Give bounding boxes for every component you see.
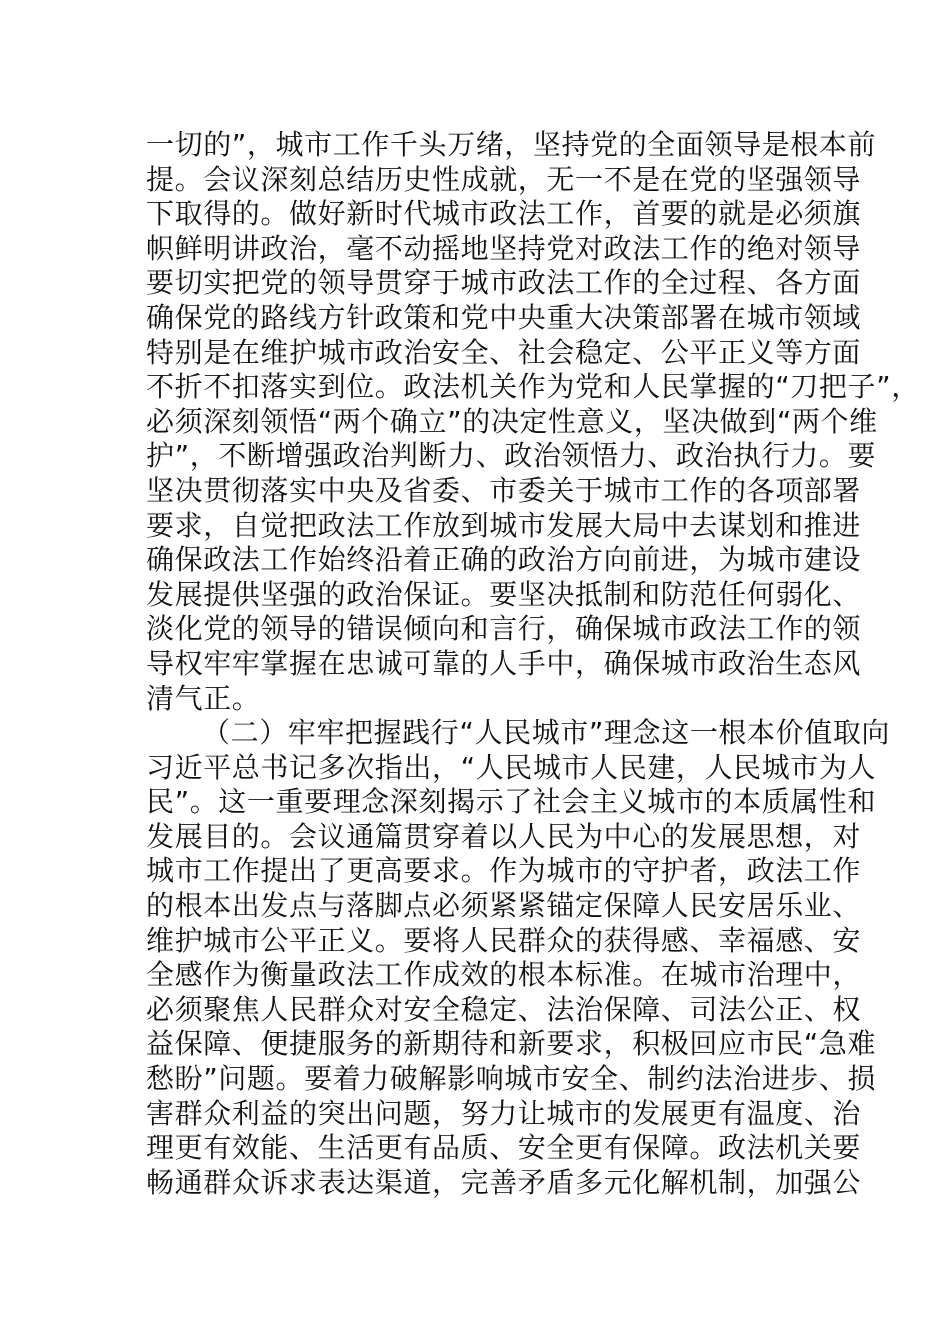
text-line: 畅通群众诉求表达渠道，完善矛盾多元化解机制，加强公 (146, 1165, 862, 1199)
text-line: 确保政法工作始终沿着正确的政治方向前进，为城市建设 (146, 543, 862, 577)
text-line: 要切实把党的领导贯穿于城市政法工作的全过程、各方面 (146, 266, 862, 300)
body-text (146, 128, 920, 1200)
text-line: 益保障、便捷服务的新期待和新要求，积极回应市民“急难 (146, 1027, 877, 1061)
text-line: 一切的”，城市工作千头万绪，坚持党的全面领导是根本前 (146, 128, 877, 161)
text-line: 提。会议深刻总结历史性成就，无一不是在党的坚强领导 (146, 162, 862, 196)
text-line: 发展提供坚强的政治保证。要坚决抵制和防范任何弱化、 (146, 577, 862, 611)
text-line: 的根本出发点与落脚点必须紧紧锚定保障人民安居乐业、 (146, 889, 862, 923)
text-line: 护”，不断增强政治判断力、政治领悟力、政治执行力。要 (146, 439, 877, 473)
text-line: 愁盼”问题。要着力破解影响城市安全、制约法治进步、损 (146, 1062, 877, 1096)
text-line: 不折不扣落实到位。政法机关作为党和人民掌握的“刀把子”， (146, 370, 920, 404)
text-line: 帜鲜明讲政治，毫不动摇地坚持党对政法工作的绝对领导 (146, 231, 862, 265)
text-line: 发展目的。会议通篇贯穿着以人民为中心的发展思想，对 (146, 819, 862, 853)
text-line: 城市工作提出了更高要求。作为城市的守护者，政法工作 (146, 854, 862, 888)
text-line: 必须聚焦人民群众对安全稳定、法治保障、司法公正、权 (146, 992, 862, 1026)
text-line: 清气正。 (146, 681, 261, 715)
section-heading: （二）牢牢把握践行“人民城市”理念这一根本价值取向 (202, 716, 891, 750)
text-line: 特别是在维护城市政治安全、社会稳定、公平正义等方面 (146, 335, 862, 369)
text-line: 害群众利益的突出问题，努力让城市的发展更有温度、治 (146, 1096, 862, 1130)
text-line: 习近平总书记多次指出，“人民城市人民建，人民城市为人 (146, 750, 877, 784)
text-line: 下取得的。做好新时代城市政法工作，首要的就是必须旗 (146, 197, 862, 231)
text-line: 坚决贯彻落实中央及省委、市委关于城市工作的各项部署 (146, 473, 862, 507)
text-line: 确保党的路线方针政策和党中央重大决策部署在城市领域 (146, 300, 862, 334)
text-line: 要求，自觉把政法工作放到城市发展大局中去谋划和推进 (146, 508, 862, 542)
text-line: 理更有效能、生活更有品质、安全更有保障。政法机关要 (146, 1131, 862, 1165)
text-line: 必须深刻领悟“两个确立”的决定性意义，坚决做到“两个维 (146, 404, 878, 438)
text-line: 全感作为衡量政法工作成效的根本标准。在城市治理中， (146, 958, 862, 992)
text-line: 导权牢牢掌握在忠诚可靠的人手中，确保城市政治生态风 (146, 646, 862, 680)
text-line: 维护城市公平正义。要将人民群众的获得感、幸福感、安 (146, 923, 862, 957)
text-line: 民”。这一重要理念深刻揭示了社会主义城市的本质属性和 (146, 785, 877, 819)
text-line: 淡化党的领导的错误倾向和言行，确保城市政法工作的领 (146, 612, 862, 646)
